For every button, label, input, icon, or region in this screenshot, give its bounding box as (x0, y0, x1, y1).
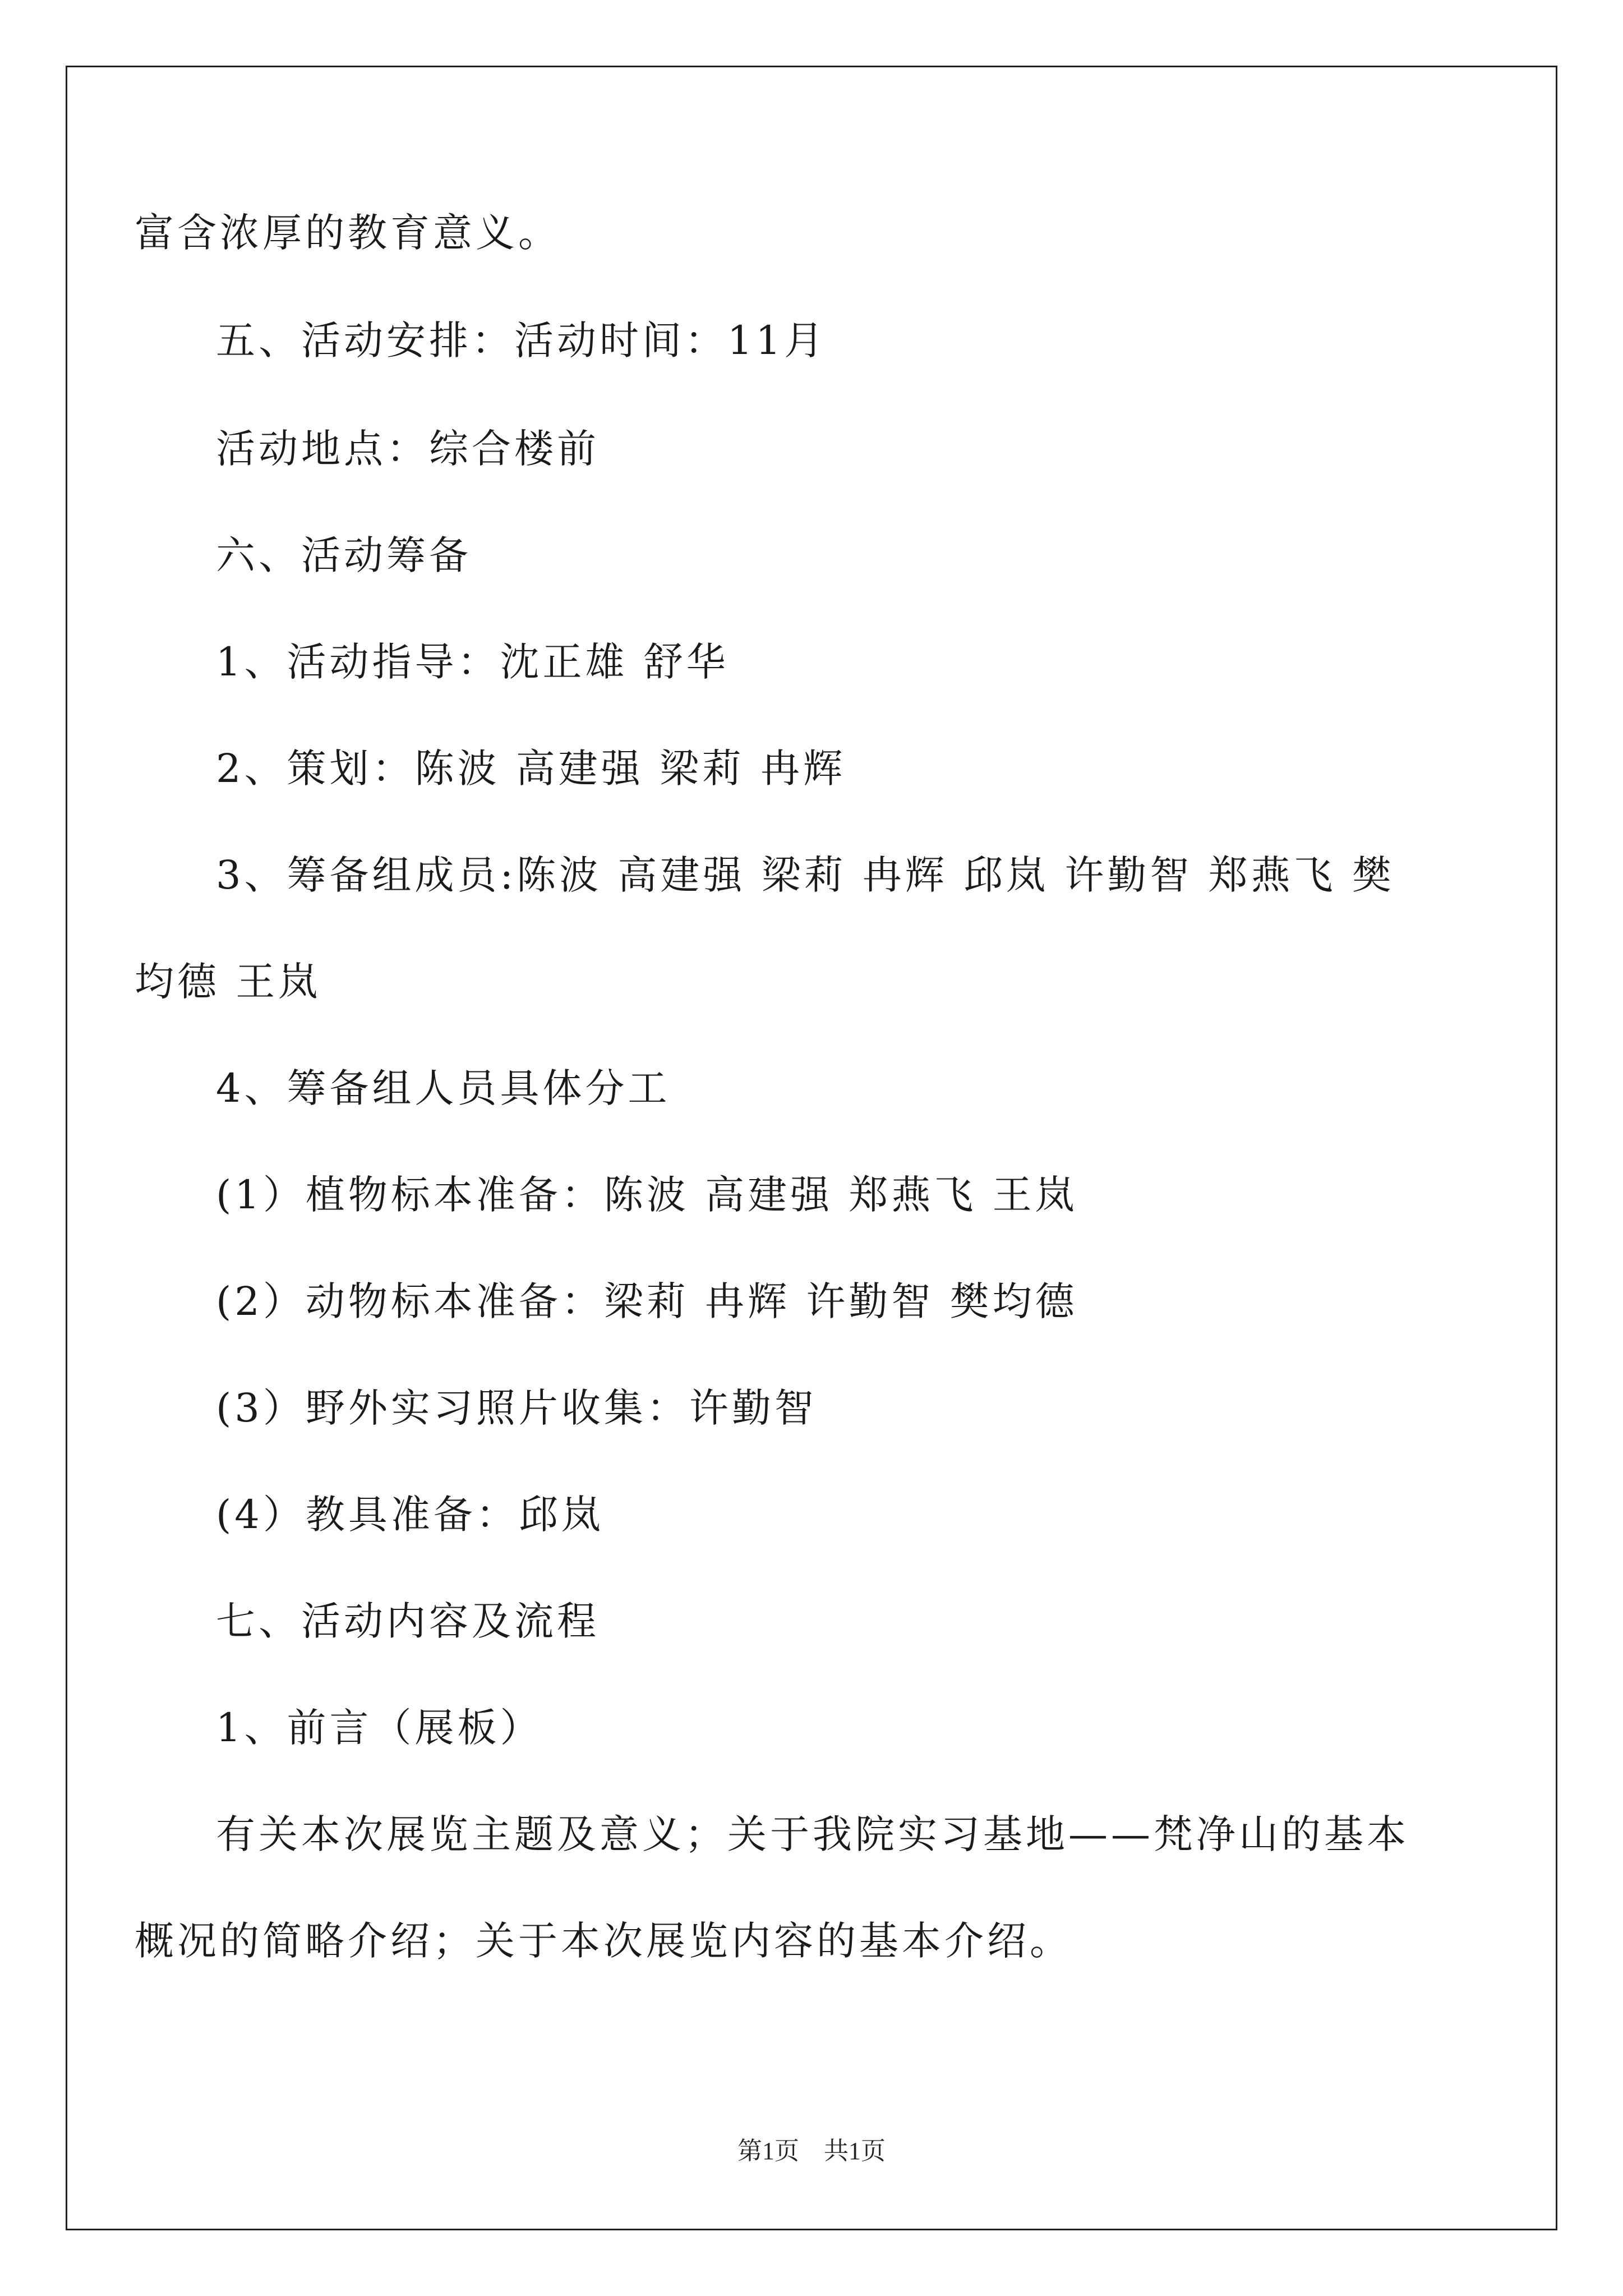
text-line: (4）教具准备：邱岚 (216, 1492, 604, 1538)
text-line: 1、前言（展板） (216, 1705, 543, 1751)
text-line: 1、活动指导：沈正雄 舒华 (216, 639, 729, 685)
text-line: (3）野外实习照片收集：许勤智 (216, 1385, 817, 1431)
text-line: 有关本次展览主题及意义；关于我院实习基地——梵净山的基本 (216, 1811, 1409, 1857)
text-line: 六、活动筹备 (216, 532, 472, 578)
text-line: 活动地点：综合楼前 (216, 426, 600, 472)
text-line: 3、筹备组成员:陈波 高建强 梁莉 冉辉 邱岚 许勤智 郑燕飞 樊 (216, 852, 1395, 898)
text-line: 4、筹备组人员具体分工 (216, 1065, 671, 1111)
text-line: (2）动物标本准备：梁莉 冉辉 许勤智 樊均德 (216, 1278, 1078, 1324)
text-line: 2、策划：陈波 高建强 梁莉 冉辉 (216, 746, 846, 792)
text-line: (1）植物标本准备：陈波 高建强 郑燕飞 王岚 (216, 1172, 1078, 1218)
text-line: 七、活动内容及流程 (216, 1598, 600, 1644)
page-border (66, 66, 1557, 2230)
text-line: 均德 王岚 (135, 959, 321, 1005)
text-line: 五、活动安排：活动时间：11月 (216, 318, 827, 364)
text-line: 概况的简略介绍；关于本次展览内容的基本介绍。 (135, 1918, 1072, 1964)
text-line: 富含浓厚的教育意义。 (135, 210, 561, 256)
page-footer: 第1页 共1页 (737, 2137, 886, 2165)
